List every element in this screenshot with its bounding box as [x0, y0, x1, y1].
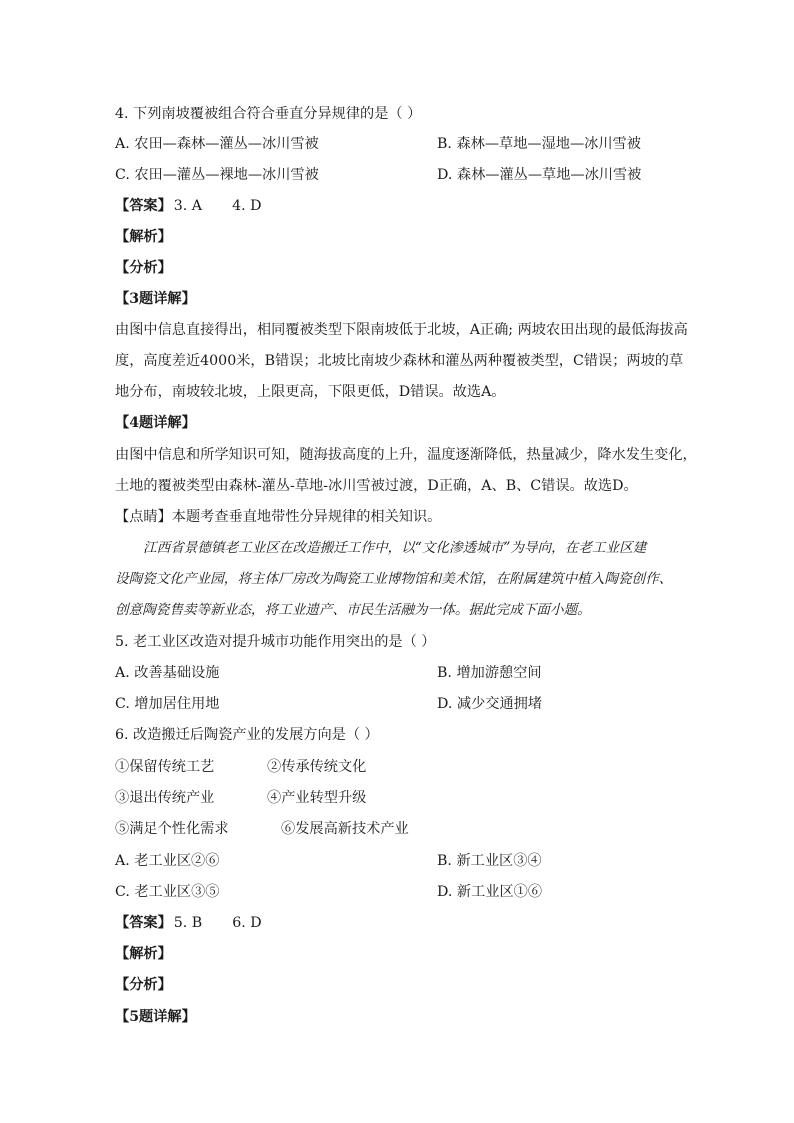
q5-stem: 5. 老工业区改造对提升城市功能作用突出的是（ ）	[115, 634, 436, 650]
q4-option-a: A. 农田—森林—灌丛—冰川雪被	[115, 136, 319, 152]
answer-value: 5. B	[173, 915, 203, 931]
answer-label: 【答案】	[115, 198, 172, 214]
q5-option-a: A. 改善基础设施	[115, 665, 220, 681]
detail-3-line: 地分布，南坡较北坡，上限更高，下限更低，D错误。故选A。	[115, 384, 506, 400]
q6-item: ④产业转型升级	[267, 790, 367, 806]
q6-option-c: C. 老工业区③⑤	[115, 884, 220, 900]
answer-line-2	[115, 913, 262, 933]
tip-line: 【点睛】本题考查垂直地带性分异规律的相关知识。	[115, 509, 442, 525]
analysis-heading: 【解析】	[115, 946, 172, 962]
answer-label: 【答案】	[115, 915, 172, 931]
q5-option-b: B. 增加游憩空间	[437, 665, 542, 681]
material-text: 江西省景德镇老工业区在改造搬迁工作中，以“文化渗透城市”为导向，在老工业区建	[143, 540, 647, 556]
q6-option-a: A. 老工业区②⑥	[115, 853, 220, 869]
detail-3-line: 由图中信息直接得出，相同覆被类型下限南坡低于北坡，A正确; 两坡农田出现的最低海拔高	[115, 322, 688, 338]
detail-4-line: 土地的覆被类型由森林-灌丛-草地-冰川雪被过渡，D正确，A、B、C错误。故选D。	[115, 478, 638, 494]
answer-line-1	[115, 196, 261, 216]
q6-item: ②传承传统文化	[267, 759, 367, 775]
detail-3-heading: 【3题详解】	[115, 291, 196, 307]
detail-4-heading: 【4题详解】	[115, 415, 196, 431]
answer-value: 6. D	[232, 915, 262, 931]
q6-item: ③退出传统产业	[115, 790, 215, 806]
q5-option-d: D. 减少交通拥堵	[437, 696, 543, 712]
q6-item: ⑥发展高新技术产业	[281, 821, 409, 837]
analysis-heading: 【解析】	[115, 229, 172, 245]
detail-3-line: 度，高度差近4000米，B错误；北坡比南坡少森林和灌丛两种覆被类型，C错误；两坡的草	[115, 353, 684, 369]
analysis-sub-heading: 【分析】	[115, 260, 172, 276]
q4-option-d: D. 森林—灌丛—草地—冰川雪被	[437, 167, 642, 183]
q6-item: ⑤满足个性化需求	[115, 821, 229, 837]
material-line	[115, 538, 646, 558]
q4-option-b: B. 森林—草地—湿地—冰川雪被	[437, 136, 641, 152]
detail-5-heading: 【5题详解】	[115, 1009, 196, 1025]
q4-stem: 4. 下列南坡覆被组合符合垂直分异规律的是（ ）	[115, 106, 422, 122]
answer-value: 3. A	[173, 198, 203, 214]
detail-4-line: 由图中信息和所学知识可知，随海拔高度的上升，温度逐渐降低，热量减少，降水发生变化，	[115, 447, 697, 463]
material-line: 设陶瓷文化产业园，将主体厂房改为陶瓷工业博物馆和美术馆，在附属建筑中植入陶瓷创作、	[115, 571, 673, 587]
q6-option-b: B. 新工业区③④	[437, 853, 542, 869]
analysis-sub-heading: 【分析】	[115, 977, 172, 993]
q4-option-c: C. 农田—灌丛—裸地—冰川雪被	[115, 167, 319, 183]
q6-stem: 6. 改造搬迁后陶瓷产业的发展方向是（ ）	[115, 727, 379, 743]
q6-item: ①保留传统工艺	[115, 759, 215, 775]
q5-option-c: C. 增加居住用地	[115, 696, 220, 712]
answer-value: 4. D	[232, 198, 262, 214]
q6-option-d: D. 新工业区①⑥	[437, 884, 543, 900]
material-line: 创意陶瓷售卖等新业态，将工业遗产、市民生活融为一体。据此完成下面小题。	[115, 602, 591, 618]
